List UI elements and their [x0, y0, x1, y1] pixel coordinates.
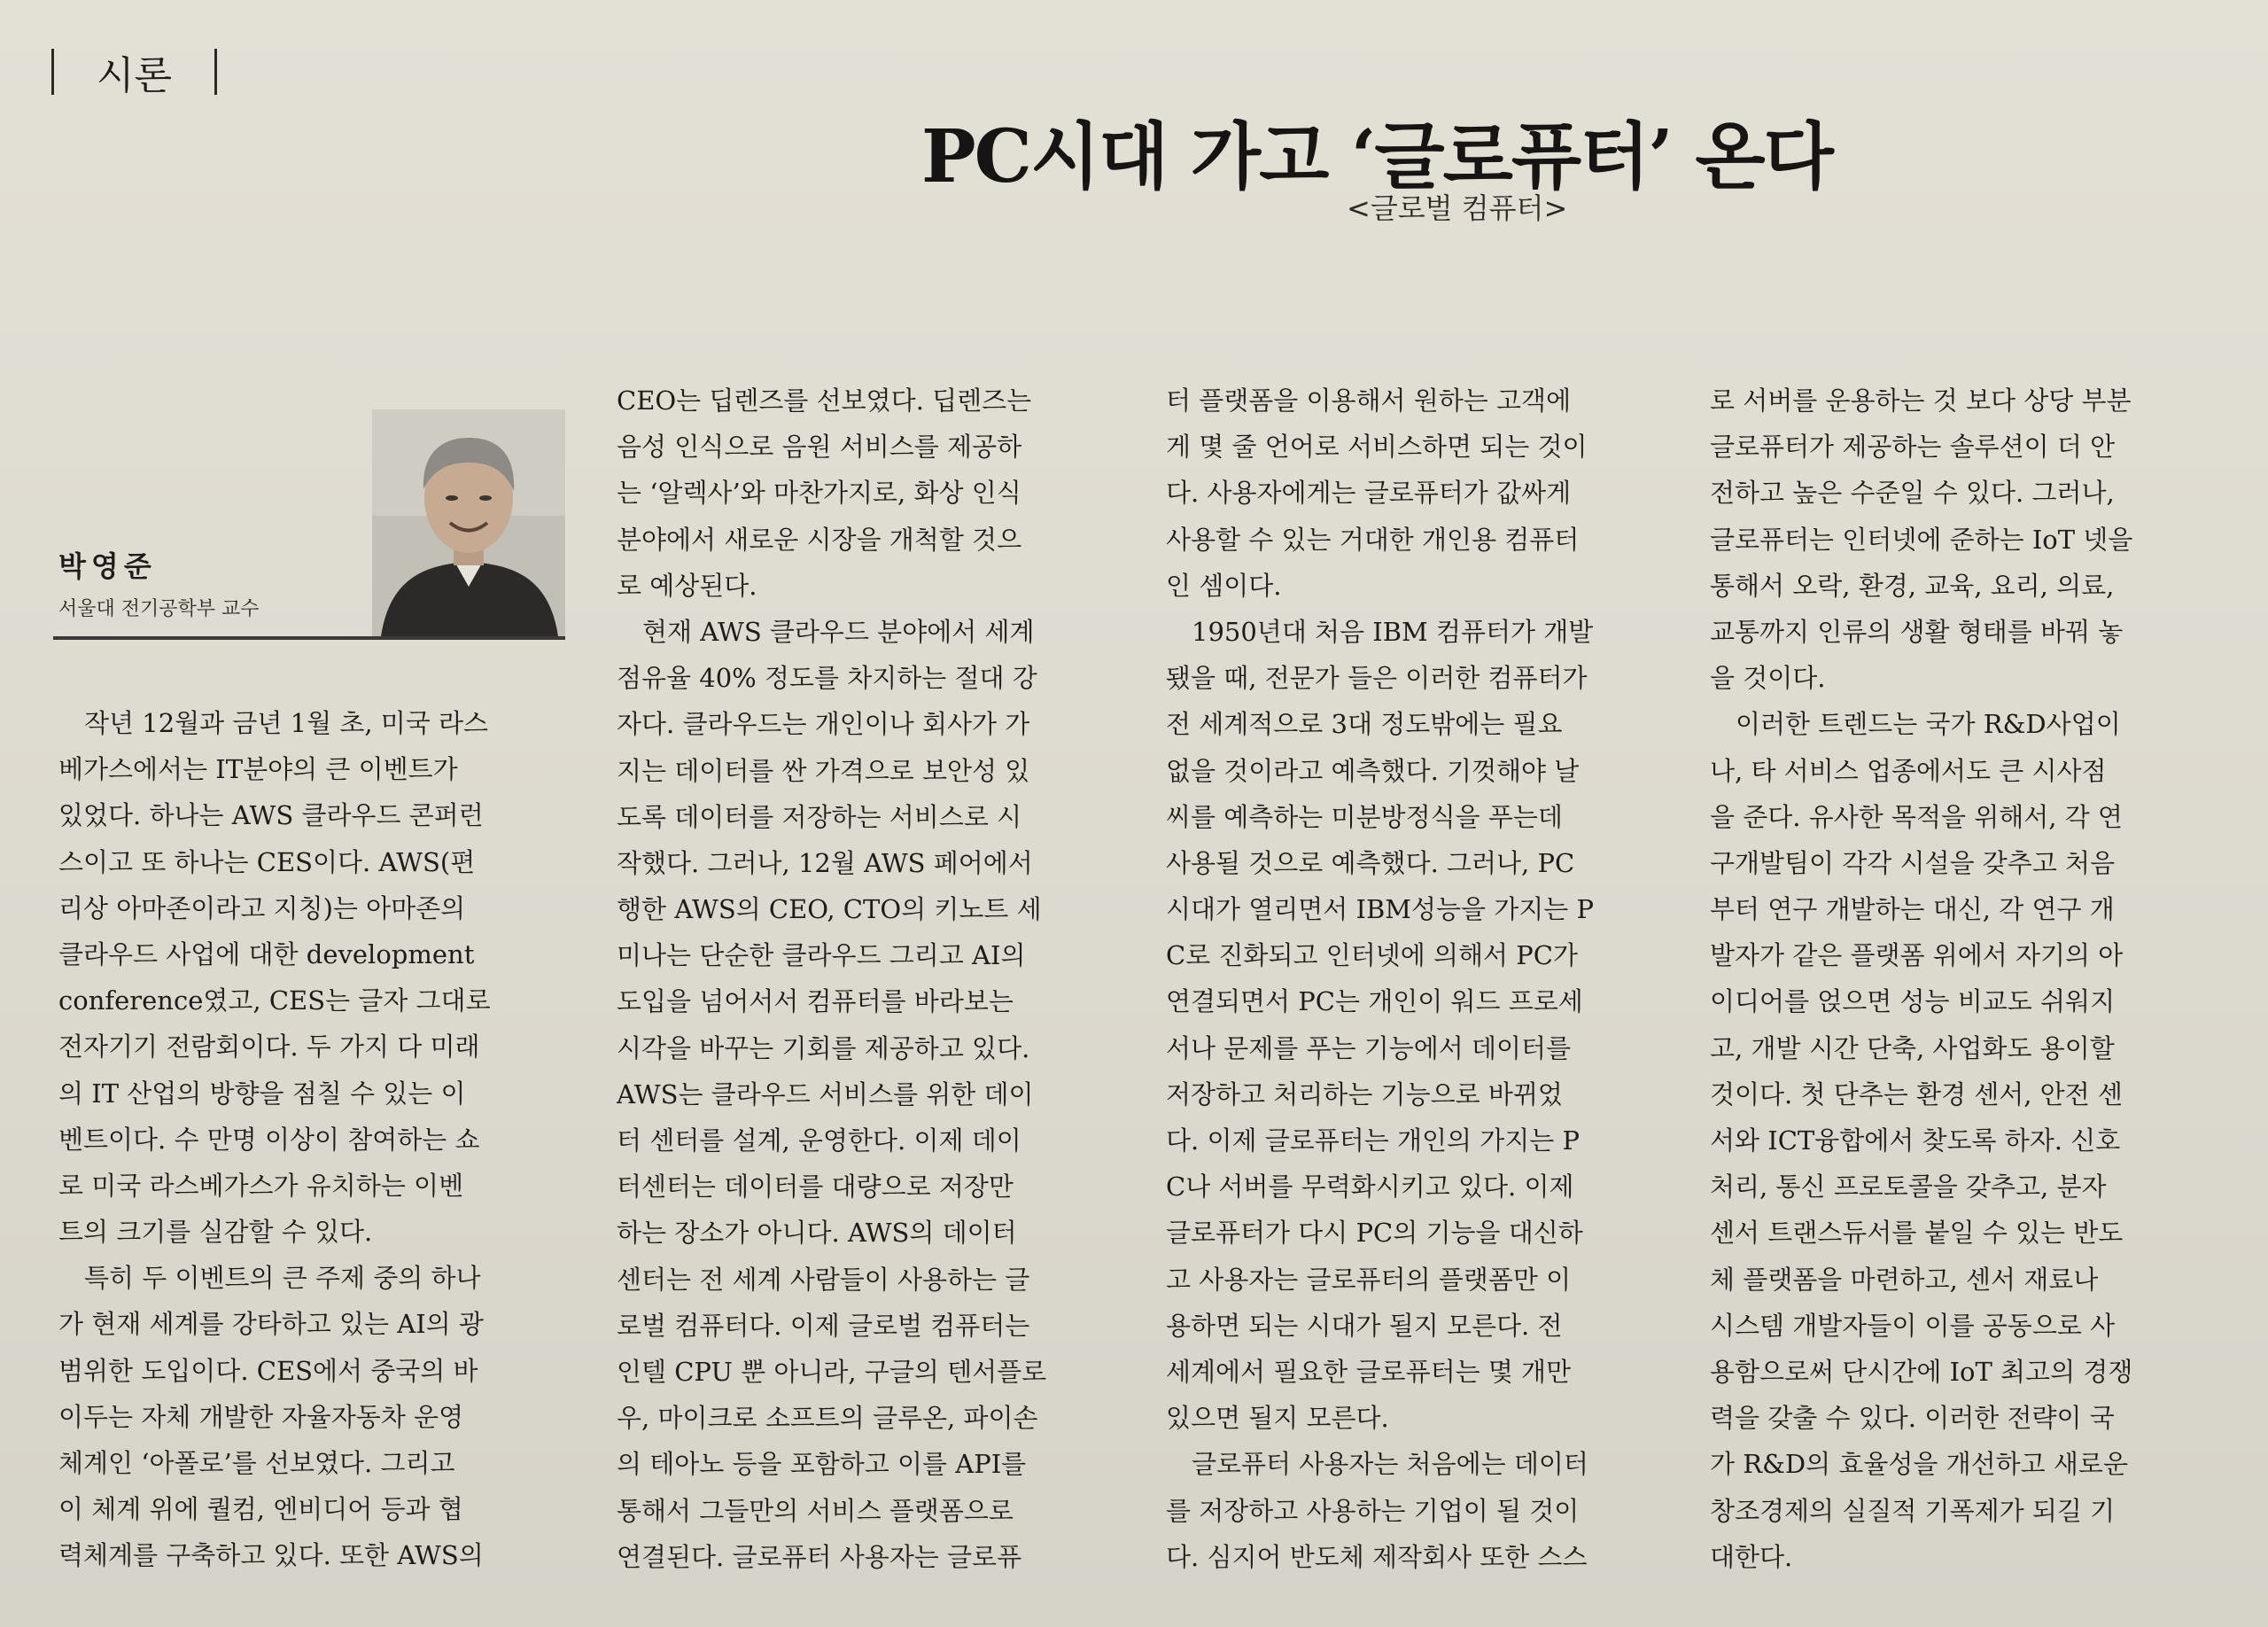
article-line: 을 준다. 유사한 목적을 위해서, 각 연	[1710, 801, 2123, 832]
article-line: 이두는 자체 개발한 자율자동차 운영	[58, 1401, 464, 1432]
article-line: 다. 사용자에게는 글로퓨터가 값싸게	[1166, 478, 1572, 509]
article-line: 터 플랫폼을 이용해서 원하는 고객에	[1166, 385, 1572, 416]
article-line: 점유율 40% 정도를 차지하는 절대 강	[617, 663, 1037, 694]
author-photo	[372, 409, 565, 636]
section-divider-right	[214, 49, 217, 95]
article-line: 용함으로써 단시간에 IoT 최고의 경쟁	[1710, 1356, 2133, 1387]
article-line: 고, 개발 시간 단축, 사업화도 용이할	[1710, 1032, 2115, 1063]
article-column-4	[1710, 378, 2233, 1580]
article-line: 통해서 오락, 환경, 교육, 요리, 의료,	[1710, 570, 2115, 601]
author-divider	[53, 636, 565, 640]
article-line: 터센터는 데이터를 대량으로 저장만	[617, 1172, 1014, 1203]
article-line: 발자가 같은 플랫폼 위에서 자기의 아	[1710, 940, 2124, 971]
article-line: 클라우드 사업에 대한 development	[58, 938, 475, 969]
article-line: C나 서버를 무력화시키고 있다. 이제	[1166, 1172, 1574, 1203]
article-line: 서와 ICT융합에서 찾도록 하자. 신호	[1710, 1125, 2121, 1156]
article-line: 이디어를 얹으면 성능 비교도 쉬워지	[1710, 986, 2116, 1017]
article-line: 연결된다. 글로퓨터 사용자는 글로퓨	[617, 1541, 1022, 1572]
article-line: 는 ‘알렉사’와 마찬가지로, 화상 인식	[617, 478, 1021, 509]
article-line: 사용할 수 있는 거대한 개인용 컴퓨터	[1166, 524, 1580, 555]
article-line: 미나는 단순한 클라우드 그리고 AI의	[617, 940, 1026, 971]
article-line: 도록 데이터를 저장하는 서비스로 시	[617, 801, 1022, 832]
article-line: 전하고 높은 수준일 수 있다. 그러나,	[1710, 478, 2115, 509]
article-line: 통해서 그들만의 서비스 플랫폼으로	[617, 1495, 1014, 1526]
article-line: 도입을 넘어서서 컴퓨터를 바라보는	[617, 986, 1014, 1017]
article-line: 나, 타 서비스 업종에서도 큰 시사점	[1710, 755, 2107, 786]
author-title: 서울대 전기공학부 교수	[58, 598, 260, 620]
article-line: 전자기기 전람회이다. 두 가지 다 미래	[58, 1031, 480, 1063]
article-line: 시대가 열리면서 IBM성능을 가지는 P	[1166, 894, 1595, 925]
article-line: 글로퓨터가 다시 PC의 기능을 대신하	[1166, 1218, 1583, 1249]
article-line: 것이다. 첫 단추는 환경 센서, 안전 센	[1710, 1078, 2123, 1109]
article-line: 의 테아노 등을 포함하고 이를 API를	[617, 1449, 1027, 1480]
article-line: 작했다. 그러나, 12월 AWS 페어에서	[617, 847, 1033, 878]
article-line: 리상 아마존이라고 지칭)는 아마존의	[58, 892, 466, 923]
article-line: 서나 문제를 푸는 기능에서 데이터를	[1166, 1032, 1572, 1063]
article-line: 현재 AWS 클라우드 분야에서 세계	[617, 616, 1035, 647]
article-line: CEO는 딥렌즈를 선보였다. 딥렌즈는	[617, 385, 1032, 416]
article-line: 시각을 바꾸는 기회를 제공하고 있다.	[617, 1032, 1030, 1063]
article-column-3	[1166, 378, 1689, 1580]
article-line: 로 예상된다.	[617, 570, 757, 601]
article-line: 있으면 될지 모른다.	[1166, 1403, 1389, 1434]
article-line: 벤트이다. 수 만명 이상이 참여하는 쇼	[58, 1124, 480, 1155]
article-line: 력을 갖출 수 있다. 이러한 전략이 국	[1710, 1403, 2115, 1434]
article-line: 됐을 때, 전문가 들은 이러한 컴퓨터가	[1166, 663, 1588, 694]
article-line: 교통까지 인류의 생활 형태를 바꿔 놓	[1710, 616, 2124, 647]
article-line: 분야에서 새로운 시장을 개척할 것으	[617, 524, 1022, 555]
article-line: 전 세계적으로 3대 정도밖에는 필요	[1166, 709, 1563, 740]
article-line: 이러한 트렌드는 국가 R&D사업이	[1710, 709, 2121, 740]
article-line: 행한 AWS의 CEO, CTO의 키노트 세	[617, 894, 1042, 925]
article-line: 력체계를 구축하고 있다. 또한 AWS의	[58, 1540, 484, 1571]
article-line: 부터 연구 개발하는 대신, 각 연구 개	[1710, 894, 2115, 925]
section-divider-left	[51, 49, 54, 95]
article-line: 사용될 것으로 예측했다. 그러나, PC	[1166, 847, 1575, 878]
article-line: 작년 12월과 금년 1월 초, 미국 라스	[58, 708, 489, 738]
article-line: 저장하고 처리하는 기능으로 바뀌었	[1166, 1078, 1563, 1109]
article-line: 창조경제의 실질적 기폭제가 되길 기	[1710, 1495, 2116, 1526]
article-line: 하는 장소가 아니다. AWS의 데이터	[617, 1218, 1017, 1249]
article-column-1	[58, 700, 572, 1579]
article-line: 연결되면서 PC는 개인이 워드 프로세	[1166, 986, 1583, 1017]
article-line: 다. 심지어 반도체 제작회사 또한 스스	[1166, 1541, 1588, 1572]
article-line: 인텔 CPU 뿐 아니라, 구글의 텐서플로	[617, 1356, 1047, 1387]
article-line: 스이고 또 하나는 CES이다. AWS(편	[58, 846, 476, 877]
article-line: 베가스에서는 IT분야의 큰 이벤트가	[58, 754, 458, 785]
article-line: 로 서버를 운용하는 것 보다 상당 부분	[1710, 385, 2132, 416]
article-line: 글로퓨터가 제공하는 솔루션이 더 안	[1710, 432, 2116, 463]
article-line: 게 몇 줄 언어로 서비스하면 되는 것이	[1166, 432, 1588, 463]
article-line: 특히 두 이벤트의 큰 주제 중의 하나	[58, 1263, 481, 1294]
section-label	[51, 41, 217, 103]
article-line: 의 IT 산업의 방향을 점칠 수 있는 이	[58, 1078, 466, 1109]
article-line: 인 셈이다.	[1166, 570, 1282, 601]
section-label-text: 시론	[97, 53, 173, 98]
article-line: 가 현재 세계를 강타하고 있는 AI의 광	[58, 1309, 484, 1340]
subheadline: <글로벌 컴퓨터>	[1347, 191, 1568, 225]
article-line: 지는 데이터를 싼 가격으로 보안성 있	[617, 755, 1030, 786]
article-line: 1950년대 처음 IBM 컴퓨터가 개발	[1166, 616, 1594, 647]
author-name: 박영준	[58, 549, 157, 583]
article-line: 트의 크기를 실감할 수 있다.	[58, 1217, 373, 1248]
article-line: 센터는 전 세계 사람들이 사용하는 글	[617, 1264, 1030, 1295]
article-line: 를 저장하고 사용하는 기업이 될 것이	[1166, 1495, 1580, 1526]
article-line: C로 진화되고 인터넷에 의해서 PC가	[1166, 940, 1578, 971]
article-line: 우, 마이크로 소프트의 글루온, 파이손	[617, 1403, 1038, 1434]
article-line: 가 R&D의 효율성을 개선하고 새로운	[1710, 1449, 2128, 1480]
article-line: 로벌 컴퓨터다. 이제 글로벌 컴퓨터는	[617, 1310, 1030, 1341]
headline: PC시대 가고 ‘글로퓨터’ 온다	[921, 114, 1832, 199]
article-line: 글로퓨터는 인터넷에 준하는 IoT 넷을	[1710, 524, 2133, 555]
article-line: 있었다. 하나는 AWS 클라우드 콘퍼런	[58, 800, 484, 831]
article-line: 구개발팀이 각각 시설을 갖추고 처음	[1710, 847, 2116, 878]
article-line: 처리, 통신 프로토콜을 갖추고, 분자	[1710, 1172, 2107, 1203]
article-line: 체계인 ‘아폴로’를 선보였다. 그리고	[58, 1448, 455, 1478]
article-line: 다. 이제 글로퓨터는 개인의 가지는 P	[1166, 1125, 1581, 1156]
article-line: 대한다.	[1710, 1541, 1793, 1572]
article-line: 글로퓨터 사용자는 처음에는 데이터	[1166, 1449, 1588, 1480]
article-line: 체 플랫폼을 마련하고, 센서 재료나	[1710, 1264, 2099, 1295]
article-column-2	[617, 378, 1139, 1580]
article-line: 자다. 클라우드는 개인이나 회사가 가	[617, 709, 1030, 740]
article-line: 이 체계 위에 퀄컴, 엔비디어 등과 협	[58, 1494, 463, 1525]
article-line: 범위한 도입이다. CES에서 중국의 바	[58, 1355, 478, 1386]
article-line: 고 사용자는 글로퓨터의 플랫폼만 이	[1166, 1264, 1572, 1295]
article-line: 음성 인식으로 음원 서비스를 제공하	[617, 432, 1022, 463]
article-line: 센서 트랜스듀서를 붙일 수 있는 반도	[1710, 1218, 2124, 1249]
article-line: conference였고, CES는 글자 그대로	[58, 985, 491, 1016]
article-line: 터 센터를 설계, 운영한다. 이제 데이	[617, 1125, 1021, 1156]
article-line: 로 미국 라스베가스가 유치하는 이벤	[58, 1170, 464, 1201]
article-line: AWS는 클라우드 서비스를 위한 데이	[617, 1078, 1034, 1109]
article-line: 세계에서 필요한 글로퓨터는 몇 개만	[1166, 1356, 1572, 1387]
article-line: 씨를 예측하는 미분방정식을 푸는데	[1166, 801, 1563, 832]
article-line: 용하면 되는 시대가 될지 모른다. 전	[1166, 1310, 1563, 1341]
author-portrait-illustration	[372, 409, 565, 636]
article-line: 시스템 개발자들이 이를 공동으로 사	[1710, 1310, 2116, 1341]
article-line: 을 것이다.	[1710, 663, 1826, 694]
article-line: 없을 것이라고 예측했다. 기껏해야 날	[1166, 755, 1580, 786]
